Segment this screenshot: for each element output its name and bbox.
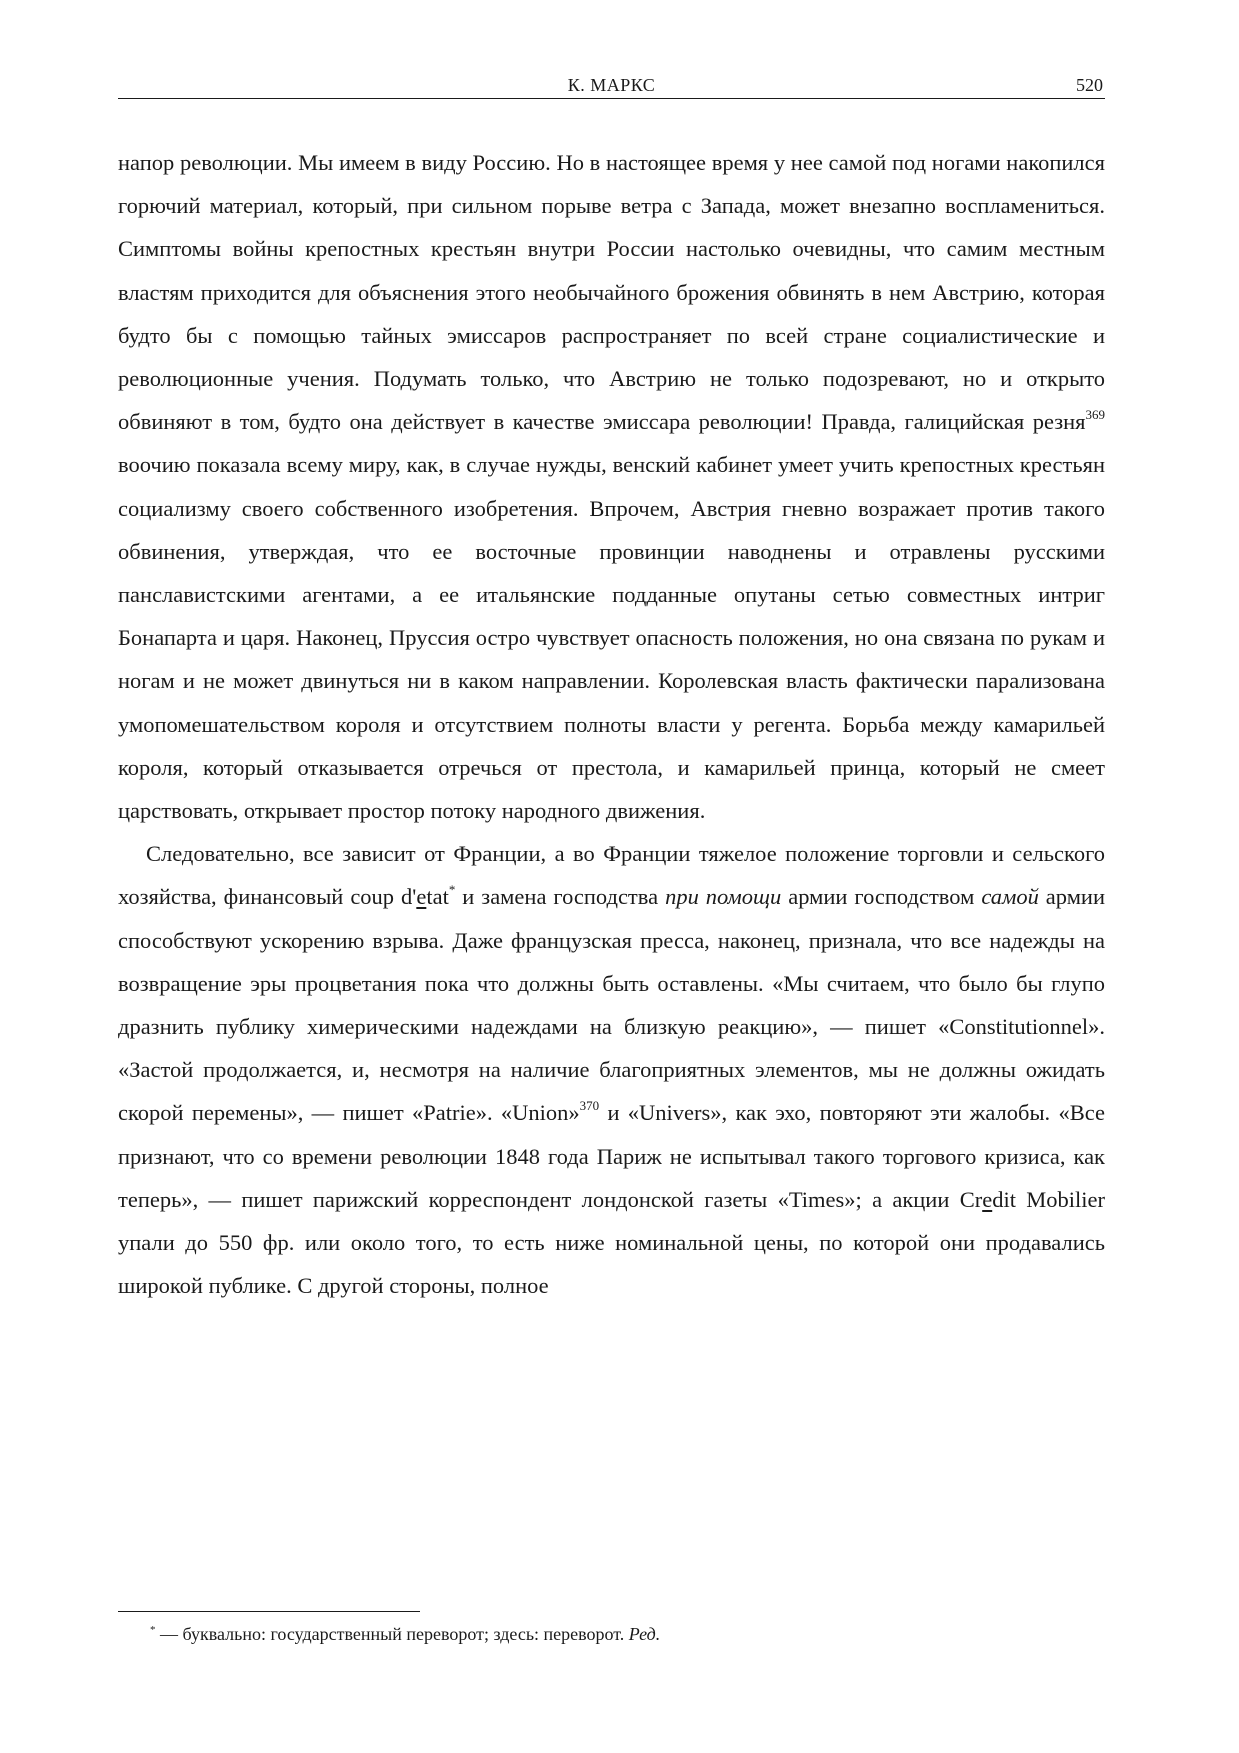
paragraph-1-text-a: напор революции. Мы имеем в виду Россию. Но в настоящее время у нее самой под ногами накопился горючий материал, который, при сильном порыве ветра с Запада, может внезапно воспламениться. Симптомы войны крепостных крестьян внутри России настолько очевидны, что самим местным властям приходится для объяснения этого необычайного брожения обвинять в нем Австрию, которая будто бы с помощью тайных эмиссаров распространяет по всей стране социалистические и революционные учения. Подумать только, что Австрию не только подозревают, но и открыто обвиняют в том, будто она действует в качестве эмиссара революции! Правда, галицийская резня [118, 150, 1105, 435]
italic-word-samoy: самой [981, 884, 1039, 910]
endnote-ref-370: 370 [579, 1098, 600, 1114]
paragraph-2-text-e: и «Univers», как эхо, повторяют эти жалобы. «Все признают, что со времени революции 1848 года Париж не испытывал такого торгового кризиса, как теперь», — пишет парижский корреспондент лондонской газеты «Times»; а акции Cr [118, 1100, 1105, 1212]
body-text [118, 141, 1105, 1307]
page-number: 520 [1076, 75, 1103, 95]
paragraph-1 [118, 141, 1105, 832]
running-head-author: К. МАРКС [567, 75, 656, 95]
paragraph-2-text-a: Следовательно, все зависит от Франции, а во Франции тяжелое положение торговли и сельского хозяйства, финансовый coup d' [118, 841, 1105, 910]
paragraph-2-text-d: армии способствуют ускорению взрыва. Даже французская пресса, наконец, признала, что все надежды на возвращение эры процветания пока что должны быть оставлены. «Мы считаем, что было бы глупо дразнить публику химерическими надеждами на близкую реакцию», — пишет «Constitutionnel». «Застой продолжается, и, несмотря на наличие благоприятных элементов, мы не должны ожидать скорой перемены», — пишет «Patrie». «Union» [118, 884, 1106, 1126]
paragraph-2-text-a2: tat [426, 884, 449, 910]
footnote-ref-marker: * [448, 882, 456, 898]
footnote [150, 1622, 660, 1646]
footnote-marker: * [150, 1624, 156, 1636]
accented-e-mark: e [416, 884, 427, 910]
footnote-text: — буквально: государственный переворот; здесь: переворот. [155, 1624, 629, 1644]
endnote-ref-369: 369 [1085, 407, 1105, 423]
running-head [118, 74, 1105, 99]
paragraph-2-text-c: армии господством [781, 884, 982, 910]
paragraph-2-text-b: и замена господства [455, 884, 666, 910]
paragraph-2-text-f: dit Mobilier упали до 550 фр. или около того, то есть ниже номинальной цены, по которой они продавались широкой публике. С другой стороны, полное [118, 1186, 1105, 1299]
paragraph-1-text-b: воочию показала всему миру, как, в случае нужды, венский кабинет умеет учить крепостных крестьян социализму своего собственного изобретения. Впрочем, Австрия гневно возражает против такого обвинения, утверждая, что ее восточные провинции наводнены и отравлены русскими панславистскими агентами, а ее итальянские подданные опутаны сетью совместных интриг Бонапарта и царя. Наконец, Пруссия остро чувствует опасность положения, но она связана по рукам и ногам и не может двинуться ни в каком направлении. Королевская власть фактически парализована умопомешательством короля и отсутствием полноты власти у регента. Борьба между камарильей короля, который отказывается отречься от престола, и камарильей принца, который не смеет царствовать, открывает простор потоку народного движения. [118, 452, 1105, 824]
footnote-divider [118, 1611, 420, 1612]
footnote-editor-note: Ред. [628, 1624, 661, 1644]
italic-phrase-pri-pomoshchi: при помощи [665, 884, 782, 910]
accented-e-mark: e [982, 1186, 993, 1212]
paragraph-2 [118, 832, 1105, 1307]
